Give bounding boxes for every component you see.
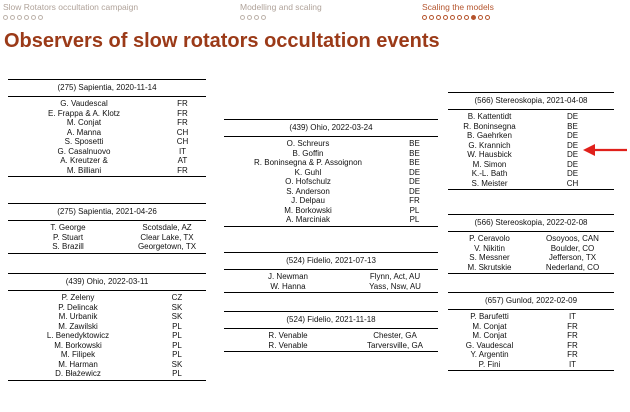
nav-dot-current[interactable] [471, 15, 476, 20]
table-row [224, 187, 438, 197]
observer-name: A. Manna [66, 127, 102, 137]
nav-dot[interactable] [429, 15, 434, 20]
observer-name: S. Brazill [52, 242, 84, 251]
observer-location: Clear Lake, TX [140, 232, 194, 242]
observer-location: Flynn, Act, AU [369, 272, 421, 281]
table-row [8, 312, 206, 322]
observer-name: M. Skrutskie [467, 262, 512, 272]
nav-section-title[interactable]: Slow Rotators occultation campaign [3, 2, 139, 12]
nav-dot[interactable] [422, 15, 427, 20]
table-row [224, 341, 438, 351]
table-row [224, 149, 438, 159]
observer-name: Y. Argentin [470, 350, 509, 359]
nav-dot[interactable] [464, 15, 469, 20]
observer-name: B. Kattentidt [467, 112, 512, 121]
observer-name: S. Sposetti [64, 137, 104, 146]
observer-location: FR [567, 340, 578, 350]
nav-dot[interactable] [443, 15, 448, 20]
nav-dot[interactable] [485, 15, 490, 20]
table-row [448, 263, 614, 273]
nav-dot[interactable] [457, 15, 462, 20]
table-row [448, 360, 614, 370]
table-row [8, 128, 206, 138]
observer-table [224, 119, 438, 227]
table-header: (439) Ohio, 2022-03-24 [289, 123, 373, 132]
table-header: (566) Stereoskopia, 2022-02-08 [474, 218, 588, 227]
table-row [224, 282, 438, 292]
observer-location: PL [172, 321, 182, 331]
table-row [8, 293, 206, 303]
observer-location: PL [172, 340, 182, 350]
table-row [224, 331, 438, 341]
table-row [8, 303, 206, 313]
observer-name: P. Ceravolo [469, 234, 510, 243]
table-row [224, 158, 438, 168]
observer-name: P. Zeleny [61, 293, 95, 302]
table-header: (657) Gunlod, 2022-02-09 [484, 296, 578, 305]
table-row [224, 206, 438, 216]
observer-location: FR [177, 118, 188, 127]
table-row [8, 360, 206, 370]
nav-section-1[interactable] [3, 2, 138, 20]
table-row [8, 322, 206, 332]
observer-location: FR [177, 99, 188, 108]
observer-location: DE [566, 150, 579, 159]
table-row [448, 322, 614, 332]
observer-name: K. Guhl [294, 167, 322, 177]
observer-name: M. Zawilski [58, 321, 98, 331]
table-row [8, 118, 206, 128]
nav-dot[interactable] [10, 15, 15, 20]
observer-name: G. Casalnuovo [57, 146, 111, 156]
observer-name: M. Conjat [472, 331, 507, 340]
nav-dots[interactable] [240, 15, 322, 20]
observer-name: B. Gaehrken [467, 131, 512, 140]
observer-location: FR [567, 321, 578, 331]
observer-name: P. Fini [478, 359, 501, 369]
table-row [448, 331, 614, 341]
table-header: (439) Ohio, 2022-03-11 [65, 277, 149, 286]
observer-location: PL [409, 215, 420, 224]
table-header: (524) Fidelio, 2021-11-18 [286, 315, 376, 324]
observer-name: G. Vaudescal [465, 340, 514, 350]
table-row [448, 341, 614, 351]
table-row [448, 234, 614, 244]
table-row [224, 272, 438, 282]
observer-location: PL [172, 369, 182, 378]
table-row [8, 350, 206, 360]
table-row [8, 166, 206, 176]
table-header: (275) Sapientia, 2020-11-14 [57, 83, 157, 92]
nav-section-3[interactable] [422, 2, 494, 20]
observer-name: J. Delpau [291, 196, 325, 205]
table-row [8, 147, 206, 157]
observer-location: IT [568, 359, 577, 369]
table-row [224, 196, 438, 206]
nav-section-2[interactable] [240, 2, 322, 20]
observer-name: R. Venable [268, 340, 308, 350]
table-row [8, 156, 206, 166]
observer-location: CH [176, 137, 189, 146]
observer-table [448, 214, 614, 274]
table-row [448, 122, 614, 132]
observer-name: A. Kreutzer & [60, 156, 108, 165]
observer-name: R. Boninsegna [463, 121, 516, 131]
nav-dot[interactable] [17, 15, 22, 20]
observer-location: BE [409, 139, 420, 148]
table-row [448, 179, 614, 189]
table-row [448, 244, 614, 254]
observer-name: G. Vaudescal [60, 99, 108, 108]
observer-location: DE [566, 169, 579, 178]
table-row [224, 177, 438, 187]
table-row [8, 341, 206, 351]
nav-dot[interactable] [247, 15, 252, 20]
observer-name: E. Frappa & A. Klotz [47, 108, 121, 118]
observer-name: S. Anderson [286, 186, 330, 196]
observer-name: M. Borkowski [54, 340, 102, 350]
table-row [448, 253, 614, 263]
observer-location: CZ [171, 293, 183, 302]
table-row [8, 331, 206, 341]
observer-name: V. Nikitin [474, 243, 505, 253]
table-row [224, 215, 438, 225]
nav-section-title[interactable]: Scaling the models [422, 2, 494, 12]
nav-dot[interactable] [24, 15, 29, 20]
observer-location: DE [566, 131, 579, 140]
observer-location: Boulder, CO [550, 243, 595, 253]
observer-name: K.-L. Bath [471, 169, 508, 178]
observer-location: IT [568, 312, 577, 321]
observer-location: BE [409, 158, 420, 167]
observer-name: T. George [50, 223, 86, 232]
observer-location: SK [171, 312, 183, 321]
observer-location: Yass, Nsw, AU [369, 281, 421, 291]
observer-name: B. Goffin [292, 148, 324, 158]
observer-name: R. Venable [268, 331, 308, 340]
nav-section-title[interactable]: Modelling and scaling [240, 2, 322, 12]
observer-name: P. Delincak [58, 302, 98, 312]
observer-location: FR [409, 196, 420, 205]
table-row [8, 233, 206, 243]
nav-dot[interactable] [240, 15, 245, 20]
observer-location: DE [566, 140, 579, 150]
observer-name: S. Messner [469, 253, 510, 262]
nav-dot[interactable] [3, 15, 8, 20]
observer-location: Osoyoos, CAN [546, 234, 599, 243]
highlight-arrow-icon [583, 140, 629, 160]
observer-name: L. Benedyktowicz [46, 331, 110, 340]
observer-name: O. Hofschulz [285, 177, 331, 186]
table-row [8, 137, 206, 147]
observer-location: Jefferson, TX [548, 253, 597, 262]
observer-table [8, 203, 206, 254]
nav-dot[interactable] [254, 15, 259, 20]
observer-name: P. Stuart [52, 232, 84, 242]
nav-dot[interactable] [450, 15, 455, 20]
observer-table [224, 252, 438, 293]
table-row [448, 312, 614, 322]
observer-name: J. Newman [267, 272, 308, 281]
observer-location: SK [171, 302, 183, 312]
observer-location: Georgetown, TX [137, 242, 197, 251]
slide-title: Observers of slow rotators occultation events [4, 30, 440, 52]
observer-location: PL [172, 350, 182, 359]
table-header: (566) Stereoskopia, 2021-04-08 [474, 96, 588, 105]
observer-name: W. Hanna [270, 281, 306, 291]
nav-dot[interactable] [31, 15, 36, 20]
observer-location: CH [176, 127, 189, 137]
table-header: (524) Fidelio, 2021-07-13 [286, 256, 376, 265]
observer-location: DE [408, 177, 421, 186]
observer-location: PL [409, 205, 420, 215]
observer-name: M. Urbanik [58, 312, 98, 321]
table-row [8, 369, 206, 379]
observer-table [8, 273, 206, 381]
observer-name: M. Harman [58, 359, 98, 369]
table-row [448, 160, 614, 170]
observer-name: S. Meister [471, 178, 508, 188]
table-row [448, 350, 614, 360]
observer-location: FR [567, 350, 578, 359]
observer-location: FR [177, 108, 188, 118]
nav-dot[interactable] [261, 15, 266, 20]
observer-location: Scotsdale, AZ [142, 223, 192, 232]
observer-name: M. Simon [472, 159, 507, 169]
observer-location: IT [178, 146, 187, 156]
nav-dots[interactable] [422, 15, 494, 20]
observer-name: M. Billiani [66, 165, 102, 175]
observer-name: O. Schreurs [286, 139, 330, 148]
observer-name: W. Hausbick [467, 150, 512, 159]
observer-name: M. Filipek [60, 350, 96, 359]
nav-dot[interactable] [478, 15, 483, 20]
nav-dot[interactable] [436, 15, 441, 20]
table-row [8, 223, 206, 233]
observer-name: M. Conjat [472, 321, 507, 331]
table-header: (275) Sapientia, 2021-04-26 [57, 207, 157, 216]
observer-name: A. Marciniak [285, 215, 330, 224]
observer-table [448, 292, 614, 371]
table-row [8, 109, 206, 119]
table-row [8, 242, 206, 252]
observer-name: D. Błażewicz [55, 369, 101, 378]
observer-location: DE [408, 186, 421, 196]
observer-table [224, 311, 438, 352]
observer-location: PL [172, 331, 182, 340]
observer-location: CH [566, 178, 579, 188]
observer-location: SK [171, 359, 183, 369]
observer-location: FR [567, 331, 578, 340]
nav-dot[interactable] [38, 15, 43, 20]
observer-location: Chester, GA [373, 331, 417, 340]
observer-name: P. Barufetti [470, 312, 509, 321]
table-row [448, 112, 614, 122]
observer-location: Nederland, CO [545, 262, 600, 272]
observer-location: DE [408, 167, 421, 177]
observer-table [8, 79, 206, 177]
observer-location: AT [177, 156, 188, 165]
observer-location: DE [566, 159, 579, 169]
nav-dots[interactable] [3, 15, 138, 20]
observer-name: M. Borkowski [284, 205, 332, 215]
observer-name: R. Boninsegna & P. Assoignon [254, 158, 362, 167]
table-row [224, 168, 438, 178]
observer-location: DE [566, 112, 579, 121]
observer-name: G. Krannich [468, 140, 511, 150]
observer-location: FR [177, 165, 188, 175]
observer-location: BE [567, 121, 578, 131]
observer-location: Tarversville, GA [366, 340, 423, 350]
observer-name: M. Conjat [66, 118, 102, 127]
table-row [8, 99, 206, 109]
table-row [224, 139, 438, 149]
observer-location: BE [409, 148, 420, 158]
table-row [448, 169, 614, 179]
